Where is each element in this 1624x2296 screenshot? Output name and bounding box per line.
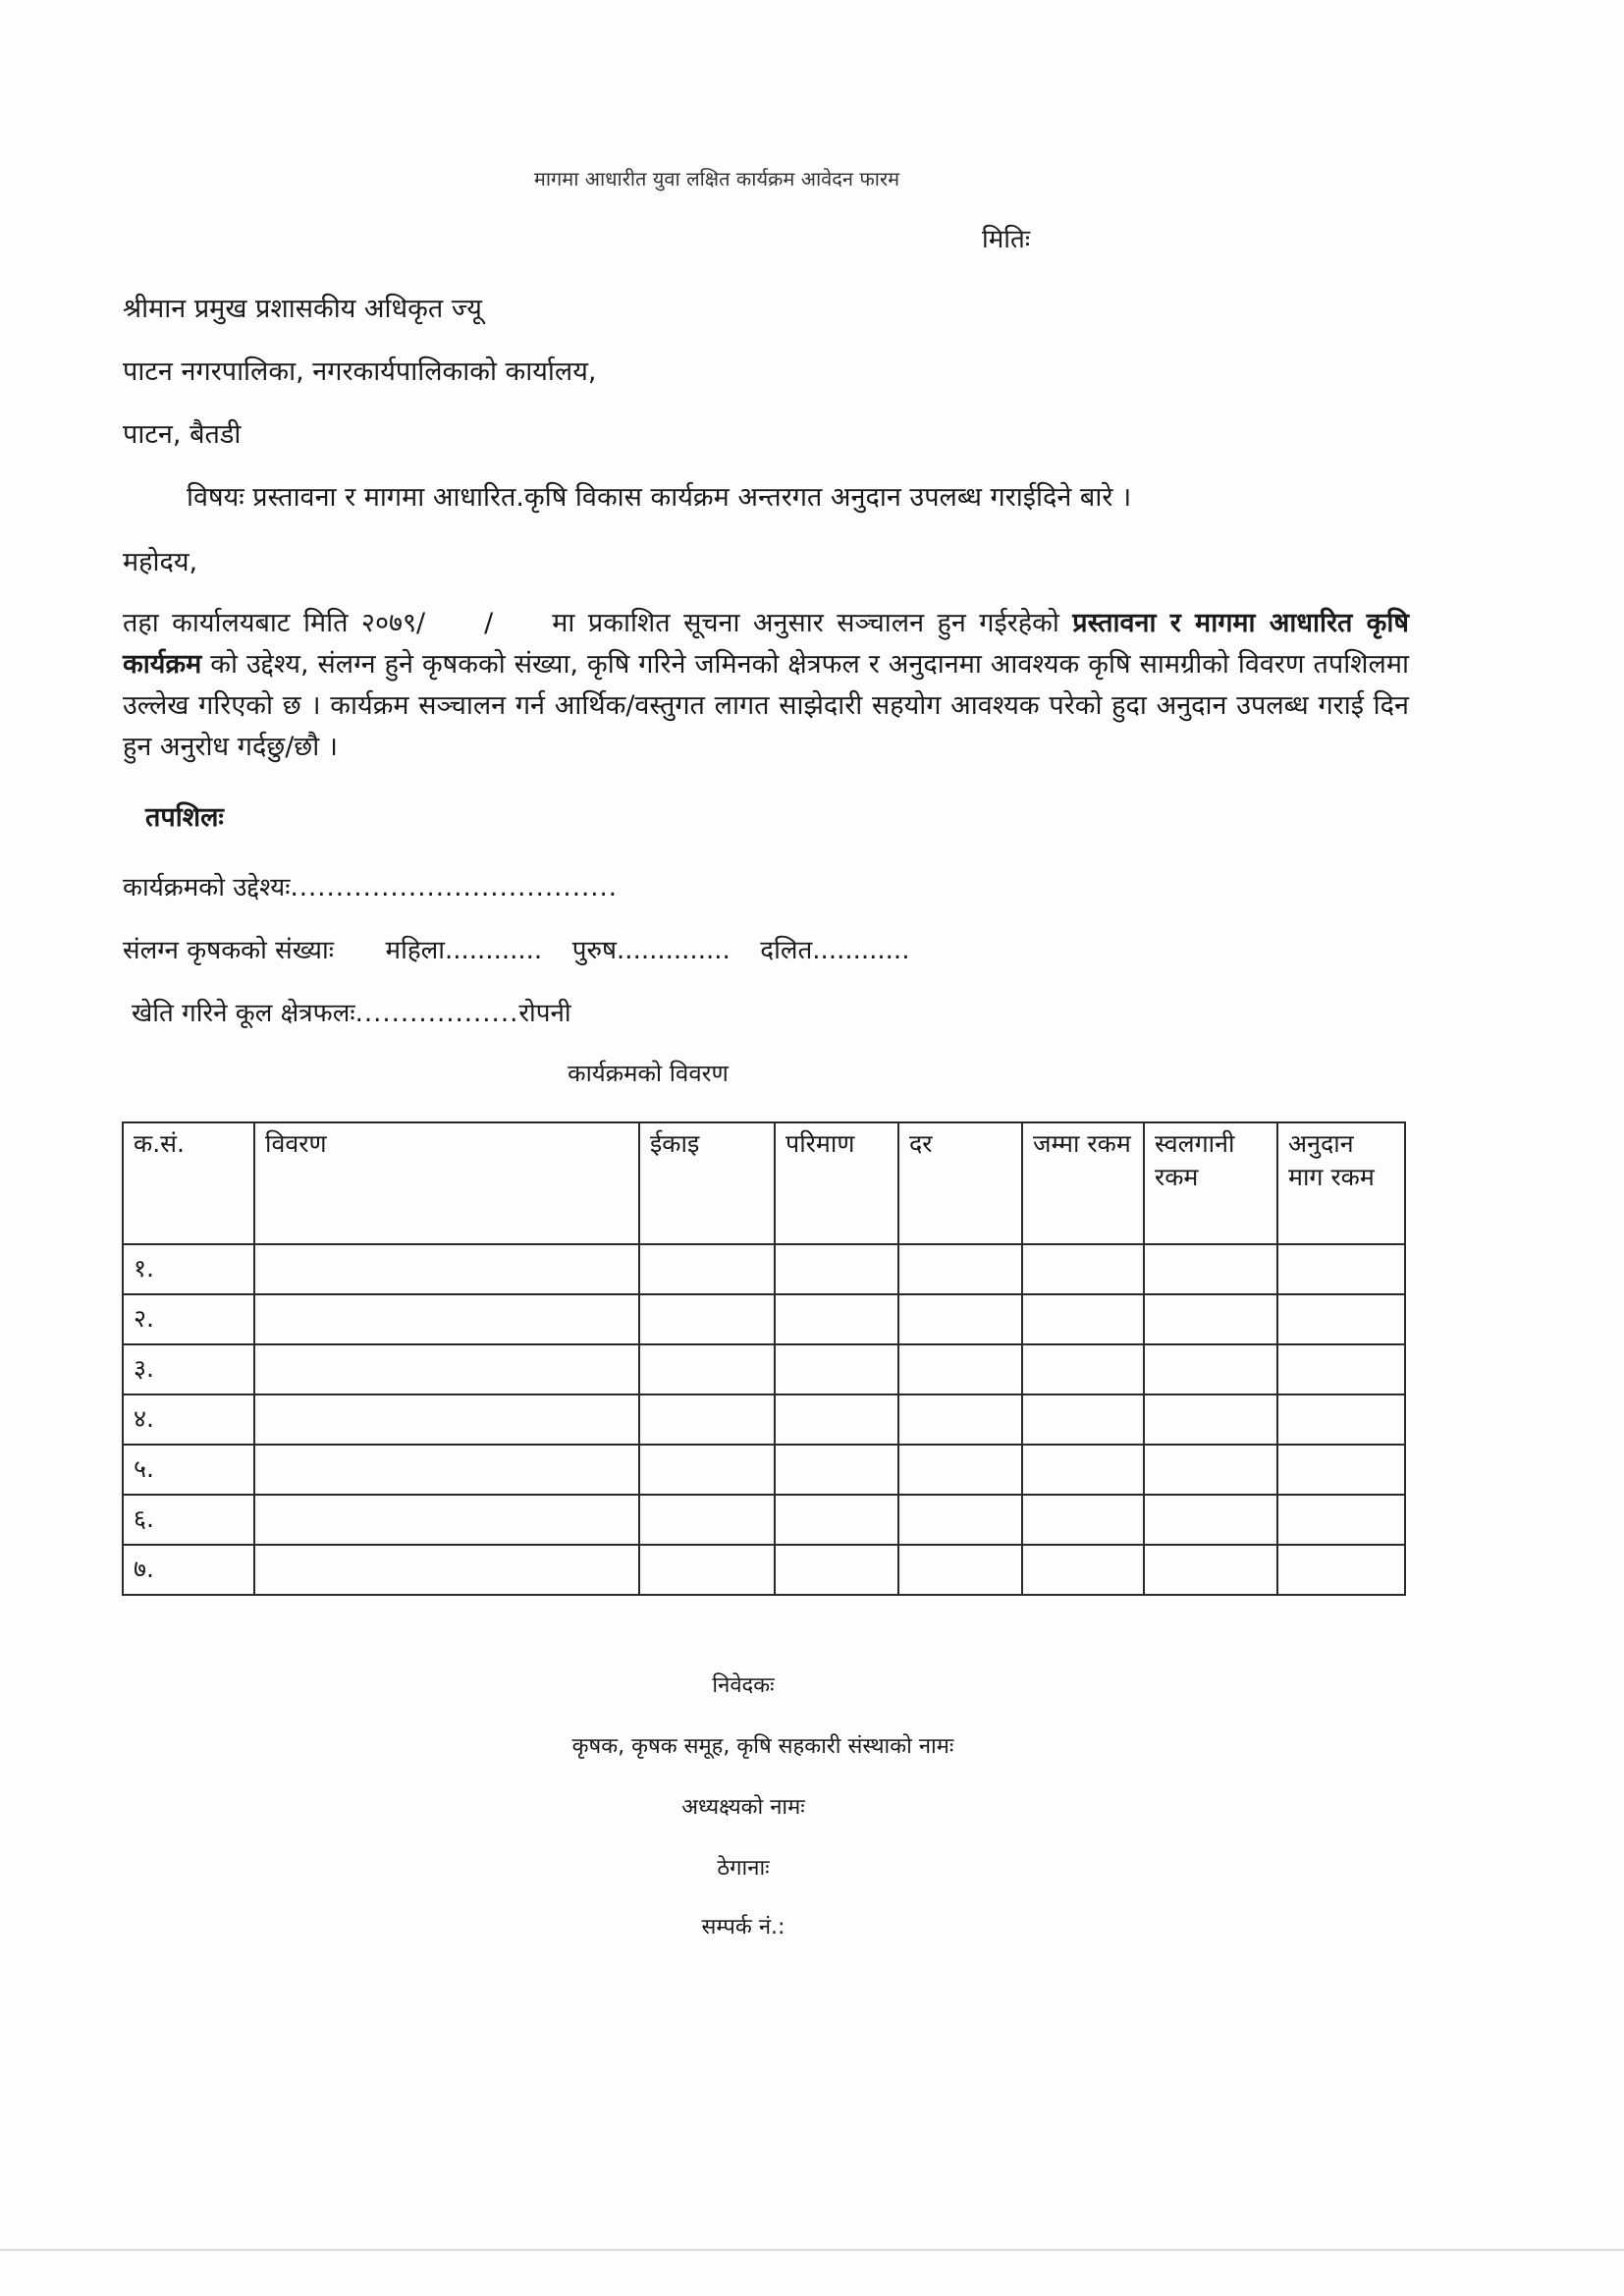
- header-grant-request: अनुदान माग रकम: [1277, 1122, 1405, 1244]
- body-text-2: /: [484, 608, 494, 638]
- subject-line: विषयः प्रस्तावना र मागमा आधारित.कृषि विकास कार्यक्रम अन्तरगत अनुदान उपलब्ध गराईदिने बारे ।: [187, 482, 1132, 513]
- table-cell: [254, 1495, 639, 1545]
- address-label: ठेगानाः: [717, 1856, 770, 1881]
- table-cell: [1022, 1394, 1144, 1445]
- row-serial: १.: [123, 1244, 254, 1294]
- table-cell: [898, 1394, 1022, 1445]
- table-cell: [898, 1244, 1022, 1294]
- header-description: विवरण: [254, 1122, 639, 1244]
- table-cell: [898, 1445, 1022, 1495]
- dalit-count-blank: दलित............: [760, 936, 910, 965]
- table-cell: [1277, 1445, 1405, 1495]
- row-serial: ४.: [123, 1394, 254, 1445]
- table-cell: [254, 1545, 639, 1595]
- header-total-amount: जम्मा रकम: [1022, 1122, 1144, 1244]
- table-cell: [1277, 1244, 1405, 1294]
- table-cell: [775, 1394, 898, 1445]
- salutation: महोदय,: [123, 547, 198, 577]
- table-cell: [775, 1294, 898, 1344]
- table-row: [123, 1394, 1405, 1445]
- body-text-4: को उद्देश्य, संलग्न हुने कृषकको संख्या, कृषि गरिने जमिनको क्षेत्रफल र अनुदानमा आवश्यक कृषि सामग्रीको विवरण तपशिलमा उल्लेख गरिएको छ । कार्यक्रम सञ्चालन गर्न आर्थिक/वस्तुगत लागत साझेदारी सहयोग आवश्यक परेको हुदा अनुदान उपलब्ध गराई दिन हुन अनुरोध गर्दछु/छौ ।: [123, 649, 1409, 762]
- date-label: मितिः: [982, 225, 1031, 254]
- body-bold-program: प्रस्तावना र मागमा आधारित कृषि कार्यक्रम: [123, 608, 1409, 680]
- table-row: [123, 1445, 1405, 1495]
- table-cell: [898, 1545, 1022, 1595]
- table-cell: [898, 1495, 1022, 1545]
- program-details-table: [122, 1121, 1406, 1596]
- table-cell: [254, 1445, 639, 1495]
- table-cell: [254, 1394, 639, 1445]
- header-self-investment: स्वलगानी रकम: [1144, 1122, 1277, 1244]
- male-count-blank: पुरुष..............: [571, 936, 731, 965]
- table-title: कार्यक्रमको विवरण: [568, 1060, 729, 1087]
- applicant-label: निवेदकः: [712, 1673, 775, 1698]
- table-cell: [1277, 1294, 1405, 1344]
- table-cell: [254, 1294, 639, 1344]
- objective-blank: ....................................: [290, 873, 619, 902]
- objective-label: कार्यक्रमको उद्देश्यः: [123, 873, 291, 902]
- table-cell: [1144, 1445, 1277, 1495]
- table-cell: [775, 1244, 898, 1294]
- header-quantity: परिमाण: [775, 1122, 898, 1244]
- table-cell: [1022, 1445, 1144, 1495]
- table-cell: [898, 1294, 1022, 1344]
- area-field: [132, 994, 571, 1029]
- row-serial: ७.: [123, 1545, 254, 1595]
- chair-name-label: अध्यक्ष्यको नामः: [681, 1795, 805, 1820]
- farmers-count-label: संलग्न कृषकको संख्याः: [123, 936, 334, 965]
- table-cell: [775, 1445, 898, 1495]
- header-rate: दर: [898, 1122, 1022, 1244]
- table-cell: [1144, 1294, 1277, 1344]
- table-cell: [1144, 1545, 1277, 1595]
- form-title: मागमा आधारीत युवा लक्षित कार्यक्रम आवेदन फारम: [533, 167, 900, 191]
- body-paragraph: [123, 603, 1409, 768]
- bottom-divider: [0, 2249, 1624, 2251]
- table-cell: [1144, 1344, 1277, 1394]
- table-row: [123, 1294, 1405, 1344]
- area-unit: रोपनी: [518, 999, 571, 1028]
- table-cell: [639, 1294, 775, 1344]
- office-line: पाटन नगरपालिका, नगरकार्यपालिकाको कार्यालय,: [123, 356, 597, 387]
- table-cell: [639, 1344, 775, 1394]
- area-label: खेति गरिने कूल क्षेत्रफलः: [132, 999, 355, 1028]
- table-cell: [639, 1495, 775, 1545]
- table-cell: [1022, 1545, 1144, 1595]
- table-cell: [639, 1545, 775, 1595]
- table-header-row: [123, 1122, 1405, 1244]
- body-text-1: तहा कार्यालयबाट मिति २०७९/: [123, 608, 426, 638]
- female-count-blank: महिला............: [385, 936, 543, 965]
- table-row: [123, 1495, 1405, 1545]
- table-cell: [1277, 1344, 1405, 1394]
- table-cell: [1022, 1294, 1144, 1344]
- area-blank: ..................: [354, 999, 519, 1028]
- table-cell: [1277, 1394, 1405, 1445]
- header-serial: क.सं.: [123, 1122, 254, 1244]
- org-name-label: कृषक, कृषक समूह, कृषि सहकारी संस्थाको नामः: [571, 1734, 954, 1759]
- table-cell: [639, 1445, 775, 1495]
- tapashil-heading: तपशिलः: [145, 802, 224, 833]
- row-serial: ३.: [123, 1344, 254, 1394]
- table-row: [123, 1344, 1405, 1394]
- table-cell: [775, 1344, 898, 1394]
- header-unit: ईकाइ: [639, 1122, 775, 1244]
- table-cell: [639, 1394, 775, 1445]
- location-line: पाटन, बैतडी: [123, 419, 242, 450]
- table-cell: [1277, 1545, 1405, 1595]
- table-cell: [1022, 1495, 1144, 1545]
- table-cell: [639, 1244, 775, 1294]
- table-cell: [1277, 1495, 1405, 1545]
- table-row: [123, 1545, 1405, 1595]
- table-cell: [775, 1495, 898, 1545]
- table-cell: [1022, 1344, 1144, 1394]
- contact-label: सम्पर्क नं.:: [701, 1915, 785, 1940]
- table-cell: [1022, 1244, 1144, 1294]
- row-serial: ५.: [123, 1445, 254, 1495]
- table-row: [123, 1244, 1405, 1294]
- table-cell: [254, 1344, 639, 1394]
- table-cell: [898, 1344, 1022, 1394]
- table-cell: [1144, 1244, 1277, 1294]
- table-cell: [1144, 1495, 1277, 1545]
- table-cell: [254, 1244, 639, 1294]
- farmers-count-field: [123, 931, 909, 966]
- row-serial: ६.: [123, 1495, 254, 1545]
- body-text-3: मा प्रकाशित सूचना अनुसार सञ्चालन हुन गईरहेको: [552, 608, 1059, 638]
- objective-field: [123, 868, 618, 903]
- table-cell: [1144, 1394, 1277, 1445]
- table-cell: [775, 1545, 898, 1595]
- row-serial: २.: [123, 1294, 254, 1344]
- addressee-line: श्रीमान प्रमुख प्रशासकीय अधिकृत ज्यू: [123, 294, 482, 324]
